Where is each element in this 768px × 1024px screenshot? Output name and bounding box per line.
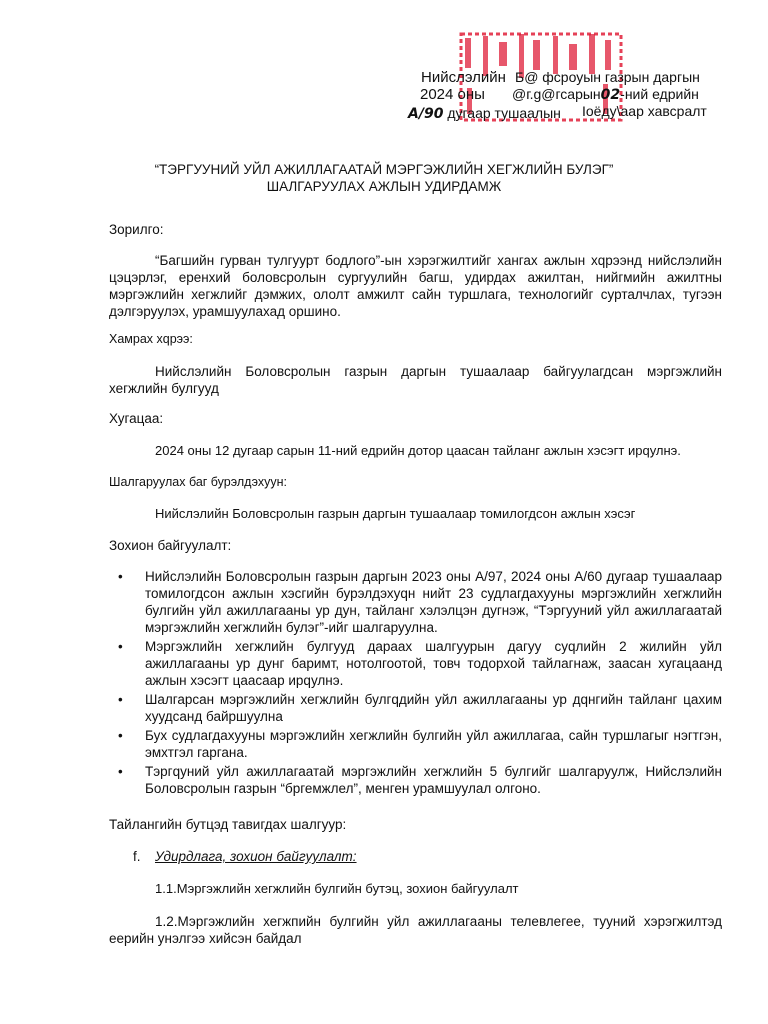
document-title-line2: ШАЛГАРУУЛАХ АЖЛЫН УДИРДАМЖ (266, 179, 502, 194)
header-annex: Iоёду\аар хавсралт (582, 103, 707, 119)
header-day-handwritten: 02 (600, 87, 621, 103)
header-order-label: дугаар тушаалын (447, 105, 561, 121)
goal-text: “Багшийн гурван тулгуурт бодлого”-ын хэрэгжилтийг хангах ажлын хqрээнд нийслэлийн цэцэрлэг, еренхий боловсролын сургуулийн багш, удирдах ажилтан, нийгмийн ажилтны мэргэжлийн хегжлийг дэмжих, ололт амжилт сайн туршлага, технологийг сурталчлах, тугээн дэлгэруулэх, урамшуулахад оршино. (109, 253, 722, 319)
criteria-item-label: Удирдлага, зохион байгуулалт: (155, 849, 357, 864)
criteria-sub1 (155, 881, 518, 896)
list-item-text: Мэргэжлийн хегжлийн булгууд дараах шалгуурын дагуу суqлийн 2 жилийн уйл ажиллагааны ур дунг баримт, нотолгоотой, товч тодорхой тайлагнаж, заасан хугацаанд ажлын хэсэгт цаасаар ирqулнэ. (145, 639, 722, 688)
goal-heading: Зорилго: (109, 222, 164, 237)
header-order-line (408, 105, 561, 122)
scope-heading: Хамрах хqрээ: (109, 332, 193, 346)
bullet-icon: • (118, 639, 123, 654)
list-item (109, 727, 722, 761)
criteria-heading: Тайлангийн бутцэд тавигдах шалгуур: (109, 817, 347, 832)
list-item (109, 638, 722, 689)
list-item (109, 691, 722, 725)
bullet-icon: • (118, 692, 123, 707)
scope-text: Нийслэлийн Боловсролын газрын даргын тушаалаар байгуулагдсан мэргэжлийн хегжлийн булгууд (109, 364, 722, 396)
header-year: 2024 оны (420, 86, 485, 103)
bullet-icon: • (118, 764, 123, 779)
header-office: Нийслэлийн (421, 69, 506, 86)
criteria-item-marker: f. (133, 849, 141, 864)
list-item-text: Бух судлагдахууны мэргэжлийн хегжлийн булгийн уйл ажиллагаа, сайн туршлагыг нэгтгэн, эмхтгэл гаргана. (145, 728, 722, 760)
list-item-text: Шалгарсан мэргэжлийн хегжлийн булгqдийн уйл ажиллагааны ур дqнгийн тайланг цахим хуудсанд байршуулна (145, 692, 722, 724)
bullet-icon: • (118, 569, 123, 584)
document-title-line1: “ТЭРГУУНИЙ УЙЛ АЖИЛЛАГААТАЙ МЭРГЭЖЛИЙН ХЕГЖЛИЙН БУЛЭГ” (154, 162, 614, 177)
list-item-text: Нийслэлийн Боловсролын газрын даргын 2023 оны А/97, 2024 оны А/60 дугаар тушаалаар томилогдсон ажлын хэсгийн бурэлдэхуqн нийт 23 судлагдахууны мэргэжлийн хегжлийн булгийн уйл ажиллагааны ур дун, тайланг хэлэлцэн дугнэж, “Тэргууний уйл ажиллагаатай мэргэжлийн хегжлийн булэг”-ийг шалгаруулна. (145, 569, 722, 635)
organization-list (109, 568, 722, 799)
criteria-sub2-text: Мэргэжлийн хегжпийн булгийн уйл ажиллагааны телевлегее, тууний хэрэгжилтэд еерийн унэлгээ хийсэн байдал (109, 914, 722, 946)
deadline-heading: Хугацаа: (109, 411, 164, 426)
organization-heading: Зохион байгуулалт: (109, 538, 232, 553)
header-month-text: @г.g@гсарын (512, 86, 601, 102)
criteria-sub2-number: 1.2. (155, 914, 178, 929)
criteria-sub2 (109, 913, 722, 947)
criteria-sub1-number: 1.1. (155, 881, 177, 896)
header-department: Б@ фсроуын газрын даргын (515, 69, 700, 85)
deadline-text: 2024 оны 12 дугаар сарын 11-ний едрийн дотор цаасан тайланг ажлын хэсэгт ирqулнэ. (155, 443, 681, 458)
team-text: Нийслэлийн Боловсролын газрын даргын тушаалаар томилогдсон ажлын хэсэг (155, 506, 636, 521)
list-item (109, 568, 722, 636)
list-item (109, 763, 722, 797)
team-heading: Шалгаруулах баг бурэлдэхуун: (109, 475, 287, 489)
criteria-sub1-text: Мэргэжлийн хегжлийн булгийн бутэц, зохион байгуулалт (176, 881, 519, 896)
header-order-number: A/90 (408, 106, 444, 122)
list-item-text: Тэргqуний уйл ажиллагаатай мэргэжлийн хегжлийн 5 булгийг шалгаруулж, Нийслэлийн Боловсролын газрын “бргемжлел”, менген урамшуулал олгоно. (145, 764, 722, 796)
bullet-icon: • (118, 728, 123, 743)
header-month (512, 86, 699, 103)
header-day-suffix: -ний едрийн (620, 86, 699, 102)
